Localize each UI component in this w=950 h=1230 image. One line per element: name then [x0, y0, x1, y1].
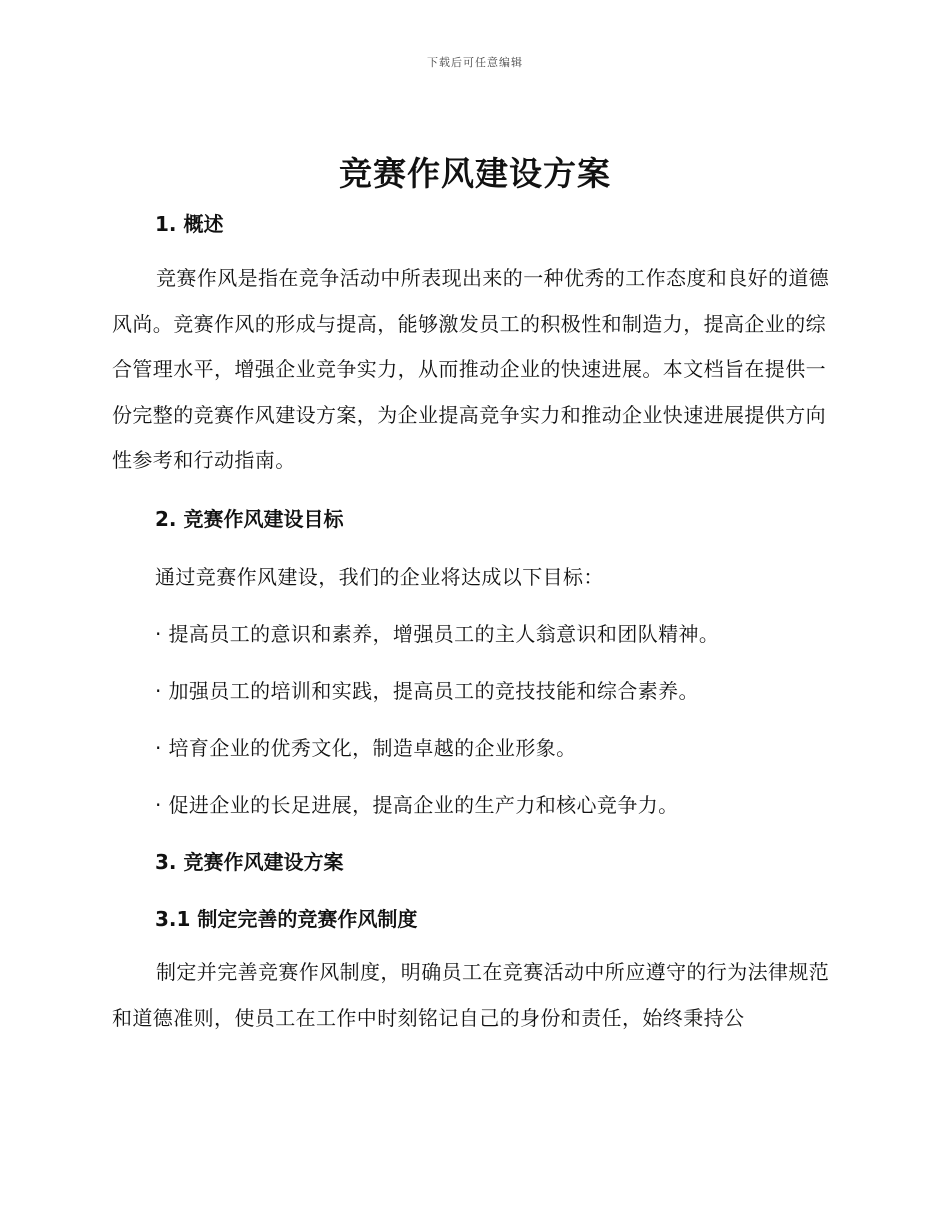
- goal-bullet-4: · 促进企业的长足进展，提高企业的生产力和核心竞争力。: [155, 793, 679, 817]
- goal-bullet-3: · 培育企业的优秀文化，制造卓越的企业形象。: [155, 736, 577, 760]
- section-3-heading: 3. 竞赛作风建设方案: [155, 850, 344, 874]
- header-note: 下载后可任意编辑: [427, 56, 523, 69]
- section-3-1-heading: 3.1 制定完善的竞赛作风制度: [155, 907, 418, 931]
- section-2-heading: 2. 竞赛作风建设目标: [155, 507, 344, 531]
- document-title: 竞赛作风建设方案: [339, 154, 611, 193]
- section-1-paragraph: 竞赛作风是指在竞争活动中所表现出来的一种优秀的工作态度和良好的道德风尚。竞赛作风的形成与提高，能够激发员工的积极性和制造力，提高企业的综合管理水平，增强企业竞争实力，从而推动企业的快速进展。本文档旨在提供一份完整的竞赛作风建设方案，为企业提高竞争实力和推动企业快速进展提供方向性参考和行动指南。: [112, 266, 830, 472]
- goal-bullet-2: · 加强员工的培训和实践，提高员工的竞技技能和综合素养。: [155, 679, 699, 703]
- section-1-heading: 1. 概述: [155, 212, 224, 236]
- section-3-1-paragraph: 制定并完善竞赛作风制度，明确员工在竞赛活动中所应遵守的行为法律规范和道德准则，使员工在工作中时刻铭记自己的身份和责任，始终秉持公: [112, 960, 830, 1030]
- section-2-intro: 通过竞赛作风建设，我们的企业将达成以下目标：: [155, 565, 604, 589]
- goal-bullet-1: · 提高员工的意识和素养，增强员工的主人翁意识和团队精神。: [155, 622, 720, 646]
